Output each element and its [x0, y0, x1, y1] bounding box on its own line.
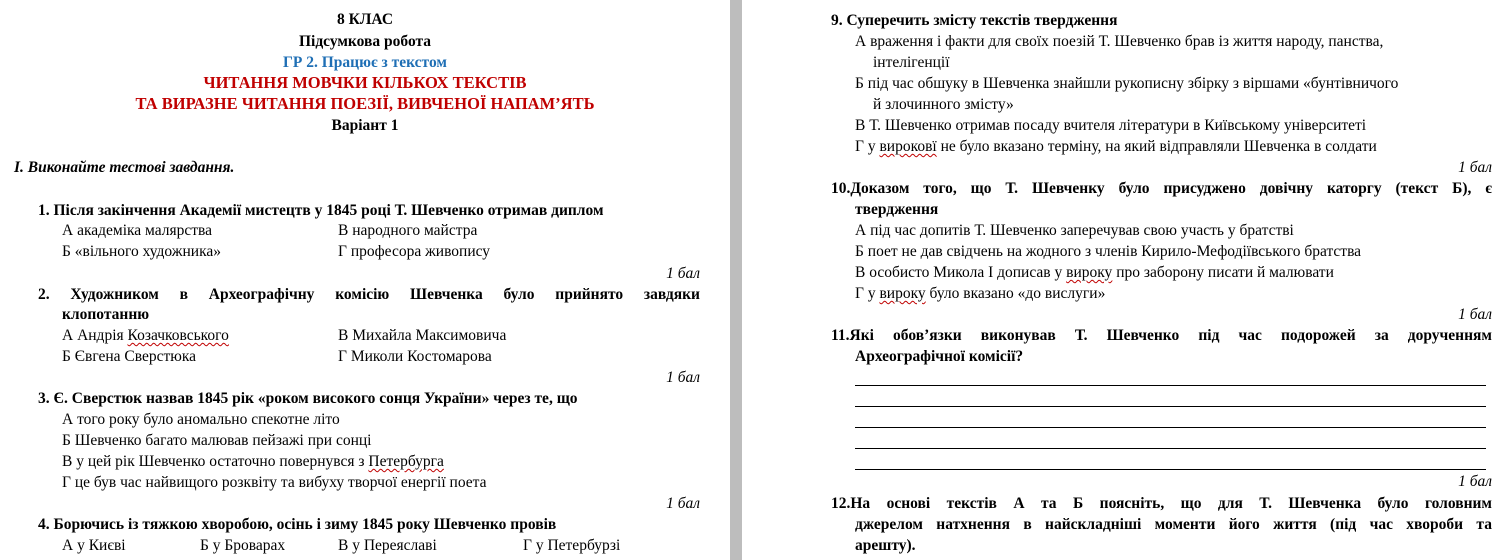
q2-option-g: Г Миколи Костомарова	[338, 348, 492, 365]
q10-option-v: В особисто Микола І дописав у вироку про заборону писати й малювати	[855, 264, 1334, 281]
answer-line[interactable]	[855, 385, 1486, 386]
work-type-heading: Підсумкова робота	[298, 33, 432, 50]
q3-option-v: В у цей рік Шевченко остаточно повернувся з Петербурга	[62, 453, 444, 470]
question-2-line-1: 2. Художником в Археографічну комісію Шевченка було прийнято завдяки	[38, 286, 700, 303]
q3-score: 1 бал	[666, 495, 700, 512]
q3-option-b: Б Шевченко багато малював пейзажі при сонці	[62, 432, 372, 449]
answer-line[interactable]	[855, 469, 1486, 470]
q4-option-v: В у Переяславі	[338, 537, 437, 554]
q9-option-b-line-1: Б під час обшуку в Шевченка знайшли рукописну збірку з віршами «бунтівничого	[855, 75, 1399, 92]
q2-option-b: Б Євгена Сверстюка	[62, 348, 197, 365]
question-10-line-2: твердження	[855, 201, 939, 218]
left-page	[0, 0, 730, 560]
answer-line[interactable]	[855, 427, 1486, 428]
q9-option-a-line-1: А враження і факти для своїх поезій Т. Шевченко брав із життя народу, панства,	[855, 33, 1384, 50]
question-1-text: 1. Після закінчення Академії мистецтв у 1845 році Т. Шевченко отримав диплом	[38, 202, 604, 219]
question-10-line-1: 10.Доказом того, що Т. Шевченку було присуджено довічну каторгу (текст Б), є	[831, 180, 1492, 197]
q9-option-v: В Т. Шевченко отримав посаду вчителя літератури в Київському університеті	[855, 117, 1367, 134]
question-11-line-2: Археографічної комісії?	[855, 348, 1024, 365]
q1-option-b: Б «вільного художника»	[62, 243, 222, 260]
q1-score: 1 бал	[666, 265, 700, 282]
q10-option-a: А під час допитів Т. Шевченко заперечував свою участь у братстві	[855, 222, 1294, 239]
question-12-line-2: джерелом натхнення в найскладніші моменти його життя (під час хвороби та	[855, 516, 1492, 533]
question-12-line-1: 12.На основі текстів А та Б поясніть, що для Т. Шевченка було головним	[831, 495, 1492, 512]
group-heading: ГР 2. Працює з текстом	[283, 54, 447, 71]
q1-option-a: А академіка малярства	[62, 222, 213, 239]
q9-score: 1 бал	[1458, 159, 1492, 176]
q3-option-a: А того року було аномально спекотне літо	[62, 411, 340, 428]
q2-option-v: В Михайла Максимовича	[338, 327, 507, 344]
q4-option-g: Г у Петербурзі	[523, 537, 621, 554]
q10-score: 1 бал	[1458, 306, 1492, 323]
q4-option-b: Б у Броварах	[200, 537, 286, 554]
grade-heading: 8 КЛАС	[336, 11, 394, 28]
q11-score: 1 бал	[1458, 473, 1492, 490]
q9-option-a-line-2: інтелігенції	[873, 54, 950, 71]
answer-line[interactable]	[855, 448, 1486, 449]
question-2-line-2: клопотанню	[62, 306, 150, 323]
question-3-text: 3. Є. Сверстюк назвав 1845 рік «роком високого сонця України» через те, що	[38, 390, 578, 407]
q9-option-g: Г у вироковї не було вказано терміну, на який відправляли Шевченка в солдати	[855, 138, 1377, 155]
q2-option-a: А Андрія Козачковського	[62, 327, 229, 344]
question-4-text: 4. Борючись із тяжкою хворобою, осінь і зиму 1845 року Шевченко провів	[38, 516, 557, 533]
question-12-line-3: арешту).	[855, 537, 916, 554]
question-11-line-1: 11.Які обов’язки виконував Т. Шевченко під час подорожей за дорученням	[831, 327, 1492, 344]
q1-option-g: Г професора живопису	[338, 243, 491, 260]
q4-option-a: А у Києві	[62, 537, 126, 554]
question-9-text: 9. Суперечить змісту текстів твердження	[831, 12, 1118, 29]
title-line-2: ТА ВИРАЗНЕ ЧИТАННЯ ПОЕЗІЇ, ВИВЧЕНОЇ НАПАМ’ЯТЬ	[135, 94, 595, 113]
q10-option-g: Г у вироку було вказано «до вислуги»	[855, 285, 1106, 302]
answer-line[interactable]	[855, 406, 1486, 407]
q10-option-b: Б поет не дав свідчень на жодного з членів Кирило-Мефодіївського братства	[855, 243, 1362, 260]
section-heading: I. Виконайте тестові завдання.	[14, 159, 235, 176]
right-page	[742, 0, 1507, 560]
variant-heading: Варіант 1	[331, 117, 399, 134]
q1-option-v: В народного майстра	[338, 222, 478, 239]
q3-option-g: Г це був час найвищого розквіту та вибуху творчої енергії поета	[62, 474, 487, 491]
q9-option-b-line-2: й злочинного змісту»	[873, 96, 1014, 113]
title-line-1: ЧИТАННЯ МОВЧКИ КІЛЬКОХ ТЕКСТІВ	[203, 73, 527, 92]
q2-score: 1 бал	[666, 369, 700, 386]
